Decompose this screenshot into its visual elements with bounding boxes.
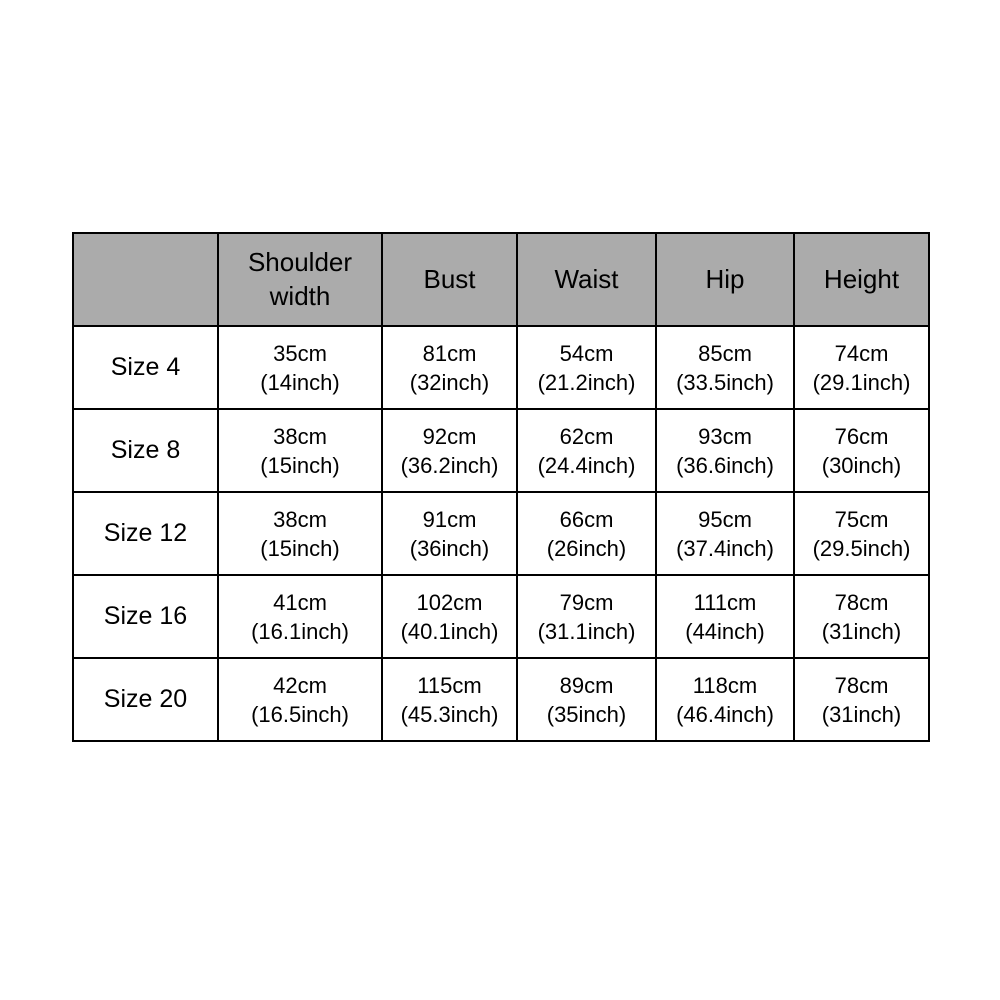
cell-bust bbox=[382, 326, 517, 409]
inch-value: (45.3inch) bbox=[400, 701, 499, 727]
inch-value: (21.2inch) bbox=[537, 369, 636, 395]
cm-value: 54cm bbox=[559, 340, 614, 366]
header-bust: Bust bbox=[382, 233, 517, 326]
cm-value: 115cm bbox=[417, 672, 482, 698]
cm-value: 91cm bbox=[422, 506, 477, 532]
cell-bust bbox=[382, 492, 517, 575]
cell-height bbox=[794, 409, 929, 492]
cm-value: 66cm bbox=[559, 506, 614, 532]
cell-hip bbox=[656, 575, 794, 658]
inch-value: (15inch) bbox=[260, 452, 340, 478]
table-row-size-4 bbox=[73, 326, 929, 409]
cell-height bbox=[794, 326, 929, 409]
cell-hip bbox=[656, 492, 794, 575]
inch-value: (30inch) bbox=[821, 452, 902, 478]
inch-value: (36inch) bbox=[409, 535, 490, 561]
cell-shoulder bbox=[218, 492, 382, 575]
inch-value: (29.1inch) bbox=[812, 369, 911, 395]
cell-shoulder bbox=[218, 409, 382, 492]
cm-value: 89cm bbox=[559, 672, 614, 698]
cell-shoulder bbox=[218, 658, 382, 741]
cm-value: 38cm bbox=[273, 506, 327, 532]
inch-value: (15inch) bbox=[260, 535, 340, 561]
cell-height bbox=[794, 575, 929, 658]
cell-waist bbox=[517, 658, 656, 741]
cm-value: 62cm bbox=[559, 423, 614, 449]
header-height: Height bbox=[794, 233, 929, 326]
cell-shoulder bbox=[218, 326, 382, 409]
cm-value: 38cm bbox=[273, 423, 327, 449]
inch-value: (14inch) bbox=[260, 369, 340, 395]
cm-value: 79cm bbox=[559, 589, 614, 615]
inch-value: (31inch) bbox=[821, 701, 902, 727]
inch-value: (44inch) bbox=[685, 618, 765, 644]
header-corner-cell bbox=[73, 233, 218, 326]
cm-value: 111cm bbox=[693, 589, 757, 615]
cell-hip bbox=[656, 409, 794, 492]
cell-height bbox=[794, 658, 929, 741]
table-row-size-8 bbox=[73, 409, 929, 492]
size-chart-header-row bbox=[73, 233, 929, 326]
cm-value: 41cm bbox=[273, 589, 327, 615]
inch-value: (29.5inch) bbox=[812, 535, 911, 561]
row-label: Size 20 bbox=[73, 658, 218, 741]
table-row-size-16 bbox=[73, 575, 929, 658]
cell-hip bbox=[656, 326, 794, 409]
row-label: Size 8 bbox=[73, 409, 218, 492]
inch-value: (32inch) bbox=[409, 369, 490, 395]
inch-value: (36.2inch) bbox=[400, 452, 499, 478]
cell-waist bbox=[517, 326, 656, 409]
header-waist: Waist bbox=[517, 233, 656, 326]
cm-value: 76cm bbox=[834, 423, 889, 449]
inch-value: (36.6inch) bbox=[676, 452, 774, 478]
inch-value: (26inch) bbox=[546, 535, 627, 561]
row-label: Size 4 bbox=[73, 326, 218, 409]
table-row-size-20 bbox=[73, 658, 929, 741]
cm-value: 78cm bbox=[834, 589, 889, 615]
cm-value: 92cm bbox=[422, 423, 477, 449]
cell-hip bbox=[656, 658, 794, 741]
inch-value: (40.1inch) bbox=[400, 618, 499, 644]
row-label: Size 16 bbox=[73, 575, 218, 658]
size-chart-table bbox=[72, 232, 930, 742]
cm-value: 81cm bbox=[422, 340, 477, 366]
cm-value: 118cm bbox=[692, 672, 758, 698]
cell-waist bbox=[517, 575, 656, 658]
cm-value: 75cm bbox=[834, 506, 889, 532]
cell-waist bbox=[517, 409, 656, 492]
inch-value: (37.4inch) bbox=[676, 535, 774, 561]
cm-value: 102cm bbox=[416, 589, 483, 615]
inch-value: (46.4inch) bbox=[676, 701, 774, 727]
cm-value: 78cm bbox=[834, 672, 889, 698]
cell-waist bbox=[517, 492, 656, 575]
table-row-size-12 bbox=[73, 492, 929, 575]
cell-bust bbox=[382, 575, 517, 658]
inch-value: (33.5inch) bbox=[676, 369, 774, 395]
cell-bust bbox=[382, 409, 517, 492]
header-shoulder-width: Shoulder width bbox=[218, 233, 382, 326]
inch-value: (35inch) bbox=[546, 701, 627, 727]
cm-value: 74cm bbox=[834, 340, 889, 366]
inch-value: (16.5inch) bbox=[251, 701, 349, 727]
cm-value: 85cm bbox=[698, 340, 752, 366]
inch-value: (31inch) bbox=[821, 618, 902, 644]
cm-value: 42cm bbox=[273, 672, 327, 698]
cell-height bbox=[794, 492, 929, 575]
cell-bust bbox=[382, 658, 517, 741]
inch-value: (16.1inch) bbox=[251, 618, 349, 644]
inch-value: (31.1inch) bbox=[537, 618, 636, 644]
cm-value: 35cm bbox=[273, 340, 327, 366]
header-hip: Hip bbox=[656, 233, 794, 326]
cell-shoulder bbox=[218, 575, 382, 658]
inch-value: (24.4inch) bbox=[537, 452, 636, 478]
cm-value: 95cm bbox=[698, 506, 752, 532]
row-label: Size 12 bbox=[73, 492, 218, 575]
cm-value: 93cm bbox=[698, 423, 752, 449]
